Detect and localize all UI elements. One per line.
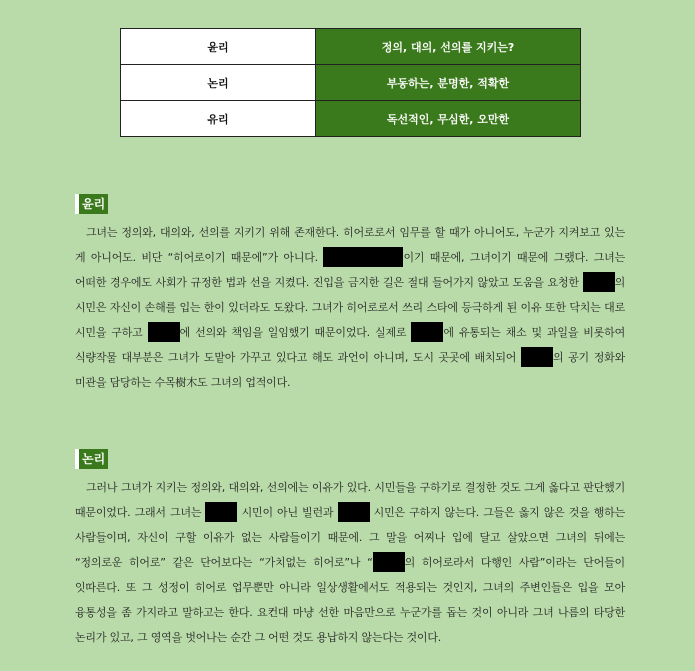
table-row	[121, 65, 581, 101]
text-segment: 이기 때문에, 그녀이기 때문에 그랬다. 그녀는 어떠한 경우에도 사회가 규정한 법과 선을 지켰다. 진입을 금지한 길은 절대 들어가지 않았고 도움을 요청한	[75, 251, 626, 289]
redaction-block	[323, 247, 403, 267]
text-segment: 에 유통되는 채소 및 과일을 비롯하여 식량작물 대부분은 그녀가 도맡아 가꾸고 있다고 해도 과언이 아니며, 도시 곳곳에 배치되어	[75, 326, 626, 364]
text-segment: 의 공기 정화와 미관을 담당하는 수목樹木도 그녀의 업적이다.	[75, 351, 626, 389]
section-ethics	[75, 193, 625, 395]
redaction-block	[373, 552, 405, 572]
section-heading: 윤리	[75, 194, 108, 214]
row-value: 정의, 대의, 선의를 지키는?	[316, 29, 581, 65]
section-heading: 논리	[75, 449, 108, 469]
section-logic	[75, 448, 625, 650]
row-key: 유리	[121, 101, 316, 137]
row-value: 독선적인, 무심한, 오만한	[316, 101, 581, 137]
redaction-block	[411, 322, 443, 342]
redaction-block	[148, 322, 180, 342]
row-key: 윤리	[121, 29, 316, 65]
redaction-block	[521, 347, 553, 367]
text-segment: 그녀는 정의와, 대의와, 선의를 지키기 위해 존재한다. 히어로로서 임무를 할 때가 아니어도, 누군가 지켜보고 있는 게 아니어도. 비단 “히어로이기 때문에”가 아니다.	[75, 226, 625, 264]
redaction-block	[583, 272, 615, 292]
text-segment: 의 시민은 자신이 손해를 입는 한이 있더라도 도왔다. 그녀가 히어로로서 쓰리 스타에 등극하게 된 이유 또한 닥치는 대로 시민을 구하고	[75, 276, 626, 339]
summary-table	[120, 28, 581, 137]
section-paragraph	[75, 220, 625, 395]
section-paragraph	[75, 475, 625, 650]
text-segment: 그러나 그녀가 지키는 정의와, 대의와, 선의에는 이유가 있다. 시민들을 구하기로 결정한 것도 그게 옳다고 판단했기 때문이었다. 그래서 그녀는	[75, 481, 625, 519]
redaction-block	[338, 502, 370, 522]
table-row	[121, 29, 581, 65]
row-value: 부동하는, 분명한, 적확한	[316, 65, 581, 101]
text-segment: 시민은 구하지 않는다. 그들은 옳지 않은 것을 행하는 사람들이며, 자신이 구할 이유가 없는 사람들이기 때문에. 그 말을 어찌나 입에 달고 살았으면 그녀의 뒤에는 “정의로운 히어로” 같은 단어보다는 “가치없는 히어로”나 “	[75, 506, 625, 569]
text-segment: 의 히어로라서 다행인 사람”이라는 단어들이 잇따른다. 또 그 성정이 히어로 업무뿐만 아니라 일상생활에서도 적용되는 것인지, 그녀의 주변인들은 입을 모아 융통성을 좀 가지라고 말하고는 한다. 요컨대 마냥 선한 마음만으로 누군가를 돕는 것이 아니라 그녀 나름의 타당한 논리가 있고, 그 영역을 벗어나는 순간 그 어떤 것도 용납하지 않는다는 것이다.	[75, 556, 625, 644]
table-row	[121, 101, 581, 137]
text-segment: 시민이 아닌 빌런과	[241, 506, 334, 519]
row-key: 논리	[121, 65, 316, 101]
text-segment: 에 선의와 책임을 일임했기 때문이었다. 실제로	[179, 326, 407, 339]
redaction-block	[205, 502, 237, 522]
